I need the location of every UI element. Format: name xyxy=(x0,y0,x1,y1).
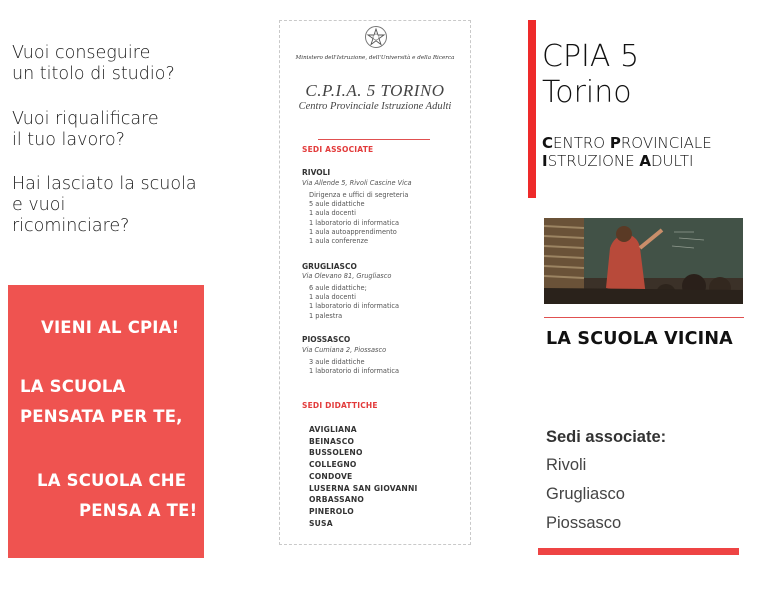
accent-bar xyxy=(528,20,536,198)
cpia-subtitle: Centro Provinciale Istruzione Adulti xyxy=(298,101,452,112)
list-item: COLLEGNO xyxy=(309,460,357,470)
question-diploma: Vuoi conseguire un titolo di studio? xyxy=(12,43,175,84)
list-item: BUSSOLENO xyxy=(309,448,363,458)
sede-address: Via Olevano 81, Grugliasco xyxy=(302,272,392,280)
sedi-didattiche-heading: SEDI DIDATTICHE xyxy=(302,401,378,410)
facility-item: 1 palestra xyxy=(309,311,343,320)
list-item: CONDOVE xyxy=(309,471,353,481)
facility-item: 1 laboratorio di informatica xyxy=(309,367,400,376)
facility-item: 1 aula autoapprendimento xyxy=(309,227,397,236)
sede-item: Rivoli xyxy=(546,456,587,474)
classroom-photo xyxy=(544,218,743,304)
sede-name: RIVOLI xyxy=(302,168,331,177)
sede-item: Piossasco xyxy=(546,514,622,532)
list-item: BEINASCO xyxy=(309,436,355,446)
sedi-associate-heading: SEDI ASSOCIATE xyxy=(302,145,374,154)
sede-facilities xyxy=(309,284,399,321)
promo-line: VIENI AL CPIA! xyxy=(41,318,180,337)
question-restart: Hai lasciato la scuola e vuoi ricominciare? xyxy=(12,174,197,236)
cpia-title: C.P.I.A. 5 TORINO xyxy=(305,81,445,100)
divider xyxy=(318,139,430,140)
facility-item: 1 laboratorio di informatica xyxy=(309,302,400,311)
sede-item: Grugliasco xyxy=(546,485,625,503)
list-item: LUSERNA SAN GIOVANNI xyxy=(309,483,418,493)
sede-facilities xyxy=(309,358,399,376)
sede-name: PIOSSASCO xyxy=(302,335,351,344)
facility-item: 5 aule didattiche xyxy=(309,200,365,209)
facility-item: 3 aule didattiche xyxy=(309,358,365,366)
republic-emblem-icon xyxy=(364,25,388,49)
sede-address: Via Allende 5, Rivoli Cascine Vica xyxy=(302,179,412,187)
facility-item: 1 laboratorio di informatica xyxy=(309,218,400,227)
facility-item: 6 aule didattiche; xyxy=(309,284,367,292)
facility-item: Dirigenza e uffici di segreteria xyxy=(309,191,409,199)
promo-line: LA SCUOLA xyxy=(20,377,126,396)
classroom-image-icon xyxy=(544,218,743,304)
subtitle-line2: ISTRUZIONE ADULTI xyxy=(542,152,694,170)
sedi-didattiche-list xyxy=(309,424,418,529)
facility-item: 1 aula docenti xyxy=(309,209,356,218)
bottom-accent-bar xyxy=(538,548,739,555)
title-line2: Torino xyxy=(542,75,632,110)
title-line1: CPIA 5 xyxy=(542,39,640,74)
facility-item: 1 aula conferenze xyxy=(309,237,369,246)
list-item: AVIGLIANA xyxy=(309,425,357,434)
sedi-panel xyxy=(279,20,471,545)
promo-line: PENSATA PER TE, xyxy=(20,407,183,426)
ministry-name: Ministero dell'Istruzione, dell'Università e della Ricerca xyxy=(295,55,455,61)
sede-name: GRUGLIASCO xyxy=(302,262,357,271)
promo-line: LA SCUOLA CHE xyxy=(37,471,187,490)
slogan: LA SCUOLA VICINA xyxy=(546,329,733,349)
list-item: SUSA xyxy=(309,518,333,528)
sede-address: Via Cumiana 2, Piossasco xyxy=(302,346,387,354)
sedi-associate-label: Sedi associate: xyxy=(546,428,667,446)
list-item: PINEROLO xyxy=(309,506,354,516)
facility-item: 1 aula docenti xyxy=(309,293,356,302)
sede-facilities xyxy=(309,191,408,246)
list-item: ORBASSANO xyxy=(309,495,365,505)
question-requalify: Vuoi riqualificare il tuo lavoro? xyxy=(12,109,159,150)
promo-line: PENSA A TE! xyxy=(79,501,198,520)
divider xyxy=(544,317,744,318)
promo-box xyxy=(8,285,204,558)
subtitle-line1: CENTRO PROVINCIALE xyxy=(542,134,712,152)
